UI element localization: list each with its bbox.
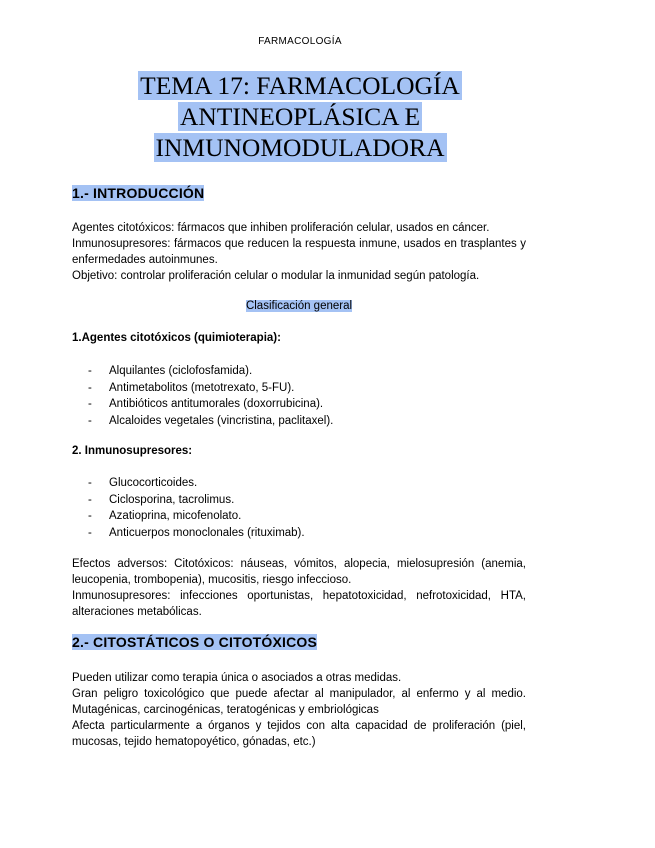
list-item: - Antibióticos antitumorales (doxorrubicina). (72, 396, 333, 413)
list-item: - Alcaloides vegetales (vincristina, paclitaxel). (72, 413, 333, 430)
section-2-heading-text: 2.- CITOSTÁTICOS O CITOTÓXICOS (72, 634, 318, 650)
section-1-heading-text: 1.- INTRODUCCIÓN (72, 185, 205, 201)
group-1-list (72, 363, 333, 429)
group-2-list (72, 475, 305, 541)
document-title (0, 70, 600, 163)
section-2-para-1: Pueden utilizar como terapia única o asociados a otras medidas. (72, 672, 402, 684)
intro-citotoxicos: Agentes citotóxicos: fármacos que inhiben proliferación celular, usados en cáncer. (72, 222, 490, 234)
section-2-heading (72, 634, 317, 650)
title-line-3: INMUNOMODULADORA (155, 133, 445, 162)
list-item: - Azatioprina, micofenolato. (72, 508, 305, 525)
intro-inmunosupresores: Inmunosupresores: fármacos que reducen la respuesta inmune, usados en trasplantes y enfermedades autoinmunes. (72, 238, 526, 266)
group-2-title: 2. Inmunosupresores: (72, 445, 193, 457)
list-item: - Alquilantes (ciclofosfamida). (72, 363, 333, 380)
intro-objetivo: Objetivo: controlar proliferación celular o modular la inmunidad según patología. (72, 270, 480, 282)
section-2-para-2: Gran peligro toxicológico que puede afectar al manipulador, al enfermo y al medio. Mutagénicas, carcinogénicas, teratogénicas y embriológicas (72, 688, 526, 716)
list-item: - Ciclosporina, tacrolimus. (72, 492, 305, 509)
adverse-citotoxicos: Efectos adversos: Citotóxicos: náuseas, vómitos, alopecia, mielosupresión (anemia, leucopenia, trombopenia), mucositis, riesgo infeccioso. (72, 558, 526, 586)
section-2-paragraphs (72, 670, 526, 750)
adverse-effects (72, 556, 526, 620)
title-line-1: TEMA 17: FARMACOLOGÍA (140, 71, 460, 100)
title-line-2: ANTINEOPLÁSICA E (179, 102, 421, 131)
classification-label (0, 300, 598, 312)
page-header: FARMACOLOGÍA (258, 36, 342, 47)
group-1-title: 1.Agentes citotóxicos (quimioterapia): (72, 332, 281, 344)
list-item: - Antimetabolitos (metotrexato, 5-FU). (72, 380, 333, 397)
list-item: - Glucocorticoides. (72, 475, 305, 492)
section-1-heading (72, 185, 204, 201)
list-item: - Anticuerpos monoclonales (rituximab). (72, 525, 305, 542)
section-2-para-3: Afecta particularmente a órganos y tejidos con alta capacidad de proliferación (piel, mucosas, tejido hematopoyético, gónadas, etc.) (72, 720, 526, 748)
classification-label-text: Clasificación general (245, 300, 353, 312)
adverse-inmunosupresores: Inmunosupresores: infecciones oportunistas, hepatotoxicidad, nefrotoxicidad, HTA, alteraciones metabólicas. (72, 590, 526, 618)
intro-paragraphs (72, 220, 526, 284)
